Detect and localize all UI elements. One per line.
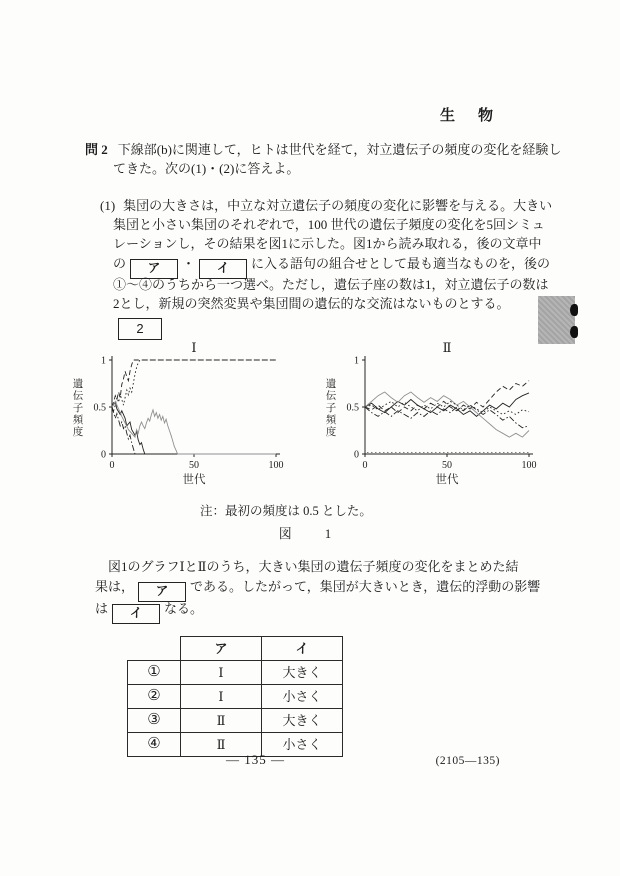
artifact-mark-top xyxy=(570,304,578,316)
x-axis-label: 世代 xyxy=(435,474,459,486)
part1-line3: レーションし，その結果を図1に示した。図1から読み取れる，後の文章中 xyxy=(113,236,542,251)
y-tick-label: 1 xyxy=(101,355,106,367)
choice-value-a: Ⅰ xyxy=(181,685,262,709)
chart-title: Ⅱ xyxy=(442,340,452,355)
x-tick-label: 0 xyxy=(109,460,115,471)
part1-line6: 2とし，新規の突然変異や集団間の遺伝的な交流はないものとする。 xyxy=(113,296,510,311)
figure1-graph-2 xyxy=(319,340,554,492)
x-tick-label: 100 xyxy=(521,460,537,471)
y-axis-label: 遺伝子頻度 xyxy=(325,379,337,438)
part1-line2: 集団と小さい集団のそれぞれで，100 世代の遺伝子頻度の変化を5回シミュ xyxy=(113,217,545,232)
question2-block xyxy=(85,140,561,178)
subject-heading: 生 物 xyxy=(439,108,497,124)
choice-number: ④ xyxy=(128,733,181,757)
choice-value-b: 大きく xyxy=(262,661,343,685)
choice-value-a: Ⅱ xyxy=(181,709,262,733)
passage-line2: 果は， ア である。したがって，集団が大きいとき，遺伝的浮動の影響 xyxy=(95,576,540,598)
part1-label: (1) xyxy=(100,198,116,213)
blank-box-i: イ xyxy=(112,604,160,624)
answer-number-box: 2 xyxy=(118,318,162,340)
choice-table xyxy=(127,636,343,757)
choice-number: ② xyxy=(128,685,181,709)
figure1-charts xyxy=(0,340,620,492)
choice-row-2 xyxy=(128,685,343,709)
page-number: — 135 — xyxy=(226,752,285,767)
choice-value-a: Ⅱ xyxy=(181,733,262,757)
series-run5 xyxy=(112,401,276,454)
choice-row-3 xyxy=(128,709,343,733)
figure1-note: 注：最初の頻度は 0.5 とした。 xyxy=(200,504,372,518)
choice-table-header-a: ア xyxy=(181,637,262,661)
figure1-caption: 図 1 xyxy=(278,526,342,541)
page-edge-scan-artifact xyxy=(538,296,575,344)
chart-axes xyxy=(112,356,280,454)
chart-axes xyxy=(365,356,533,454)
passage-block xyxy=(95,557,540,620)
choice-value-b: 小さく xyxy=(262,685,343,709)
choice-value-a: Ⅰ xyxy=(181,661,262,685)
question2-line2: てきた。次の(1)・(2)に答えよ。 xyxy=(113,161,300,176)
choice-table-corner-cell xyxy=(128,637,181,661)
passage-line1: 図1のグラフⅠとⅡのうち，大きい集団の遺伝子頻度の変化をまとめた結 xyxy=(108,559,519,574)
page-code: (2105—135) xyxy=(435,755,500,767)
blank-box-a: ア xyxy=(130,259,178,279)
blank-box-i: イ xyxy=(199,259,247,279)
x-tick-label: 0 xyxy=(362,460,368,471)
figure1-graph-1 xyxy=(66,340,301,492)
part1-line5: ①～④のうちから一つ選べ。ただし，遺伝子座の数は1，対立遺伝子の数は xyxy=(113,277,549,292)
series-run1 xyxy=(112,360,276,407)
x-axis-label: 世代 xyxy=(182,474,206,486)
question2-label: 問 2 xyxy=(85,142,108,157)
choice-table-header-row xyxy=(128,637,343,661)
series-run2 xyxy=(112,360,276,411)
artifact-mark-bottom xyxy=(570,326,578,338)
series-run4 xyxy=(112,402,276,454)
choice-row-1 xyxy=(128,661,343,685)
blank-box-a: ア xyxy=(138,582,186,602)
choice-value-b: 小さく xyxy=(262,733,343,757)
y-tick-label: 0 xyxy=(354,449,359,461)
x-tick-label: 50 xyxy=(189,460,199,471)
x-tick-label: 50 xyxy=(442,460,452,471)
chart-title: Ⅰ xyxy=(191,340,197,355)
part1-line4: の ア ・ イ に入る語句の組合せとして最も適当なものを，後の xyxy=(113,253,552,275)
x-tick-label: 100 xyxy=(268,460,284,471)
choice-value-b: 大きく xyxy=(262,709,343,733)
choice-number: ③ xyxy=(128,709,181,733)
y-tick-label: 0.5 xyxy=(346,402,359,414)
series-run3 xyxy=(365,392,529,437)
choice-number: ① xyxy=(128,661,181,685)
question2-line1: 問 2 下線部(b)に関連して，ヒトは世代を経て，対立遺伝子の頻度の変化を経験し xyxy=(85,142,562,157)
part1-block xyxy=(100,196,552,340)
y-axis-label: 遺伝子頻度 xyxy=(72,379,84,438)
part1-line1: (1) 集団の大きさは，中立な対立遺伝子の頻度の変化に影響を与える。大きい xyxy=(100,198,553,213)
choice-table-header-b: イ xyxy=(262,637,343,661)
y-tick-label: 0 xyxy=(101,449,106,461)
y-tick-label: 1 xyxy=(354,355,359,367)
passage-line3: は イ なる。 xyxy=(95,598,540,620)
y-tick-label: 0.5 xyxy=(93,402,106,414)
